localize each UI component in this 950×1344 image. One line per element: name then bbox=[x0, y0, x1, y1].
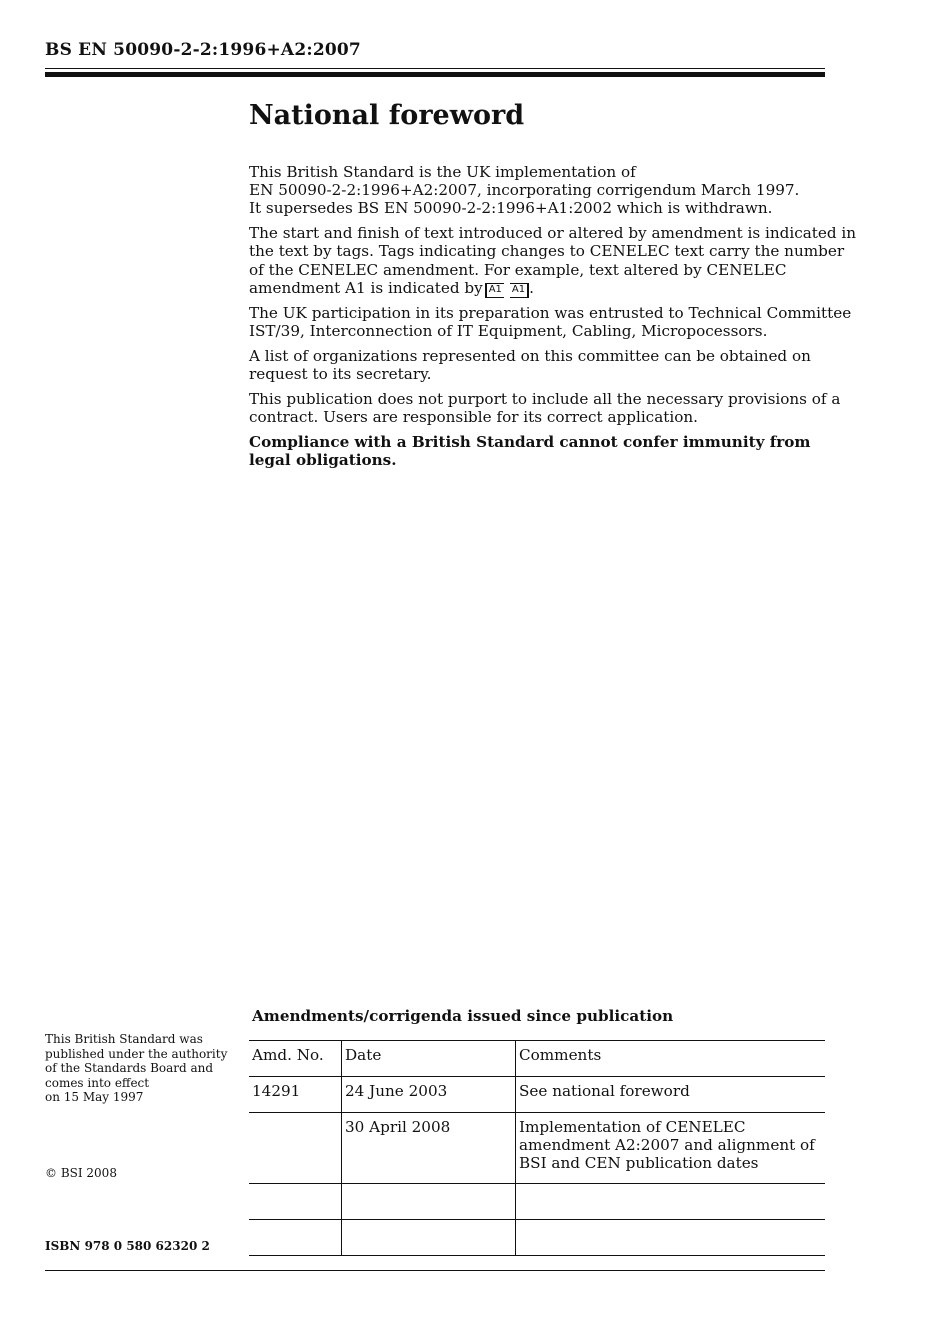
column-header-comments: Comments bbox=[516, 1041, 826, 1077]
cell-date: 30 April 2008 bbox=[342, 1113, 516, 1184]
table-row bbox=[249, 1077, 825, 1113]
cell-amd-no bbox=[249, 1184, 342, 1220]
cell-amd-no: 14291 bbox=[249, 1077, 342, 1113]
cell-date: 24 June 2003 bbox=[342, 1077, 516, 1113]
cell-comments bbox=[516, 1184, 826, 1220]
table-header-row bbox=[249, 1041, 825, 1077]
paragraph-provisions: This publication does not purport to include all the necessary provisions of a contract. Users are responsible for its correct application. bbox=[249, 390, 841, 427]
cell-comments bbox=[516, 1220, 826, 1256]
cell-date bbox=[342, 1184, 516, 1220]
cell-date bbox=[342, 1220, 516, 1256]
isbn: ISBN 978 0 580 62320 2 bbox=[45, 1239, 210, 1253]
table-row bbox=[249, 1184, 825, 1220]
table-row bbox=[249, 1113, 825, 1184]
publication-note: This British Standard was published under the authority of the Standards Board and comes into effect on 15 May 1997 bbox=[45, 1032, 228, 1104]
foreword-body bbox=[249, 163, 857, 476]
paragraph-organizations: A list of organizations represented on this committee can be obtained on request to its secretary. bbox=[249, 347, 811, 384]
paragraph-committee: The UK participation in its preparation was entrusted to Technical Committee IST/39, Interconnection of IT Equipment, Cabling, Micropocessors. bbox=[249, 304, 852, 341]
cell-comments: See national foreword bbox=[516, 1077, 826, 1113]
copyright-notice: © BSI 2008 bbox=[45, 1166, 117, 1180]
amendment-tag-open-icon: A1 bbox=[485, 283, 504, 298]
table-row bbox=[249, 1220, 825, 1256]
column-header-date: Date bbox=[342, 1041, 516, 1077]
cell-comments: Implementation of CENELEC amendment A2:2007 and alignment of BSI and CEN publication dates bbox=[516, 1113, 826, 1184]
cell-amd-no bbox=[249, 1220, 342, 1256]
cell-amd-no bbox=[249, 1113, 342, 1184]
amendments-table bbox=[249, 1040, 825, 1256]
paragraph-compliance: Compliance with a British Standard cannot confer immunity from legal obligations. bbox=[249, 432, 811, 470]
paragraph-tags: The start and finish of text introduced or altered by amendment is indicated in the text by tags. Tags indicating changes to CENELEC text carry the number of the CENELEC amendment. For example, text altered by CENELEC amendment A1 is indicated by A1 A1 . bbox=[249, 224, 857, 297]
header-rule-thin bbox=[45, 68, 825, 69]
column-header-amd-no: Amd. No. bbox=[249, 1041, 342, 1077]
header-rule-thick bbox=[45, 72, 825, 77]
amendments-heading: Amendments/corrigenda issued since publication bbox=[252, 1007, 674, 1025]
paragraph-implementation: This British Standard is the UK implementation of EN 50090-2-2:1996+A2:2007, incorporating corrigendum March 1997. It supersedes BS EN 50090-2-2:1996+A1:2002 which is withdrawn. bbox=[249, 163, 800, 218]
document-id: BS EN 50090-2-2:1996+A2:2007 bbox=[45, 40, 361, 60]
amendment-tag-close-icon: A1 bbox=[510, 283, 529, 298]
page-title: National foreword bbox=[249, 100, 525, 131]
footer-rule bbox=[45, 1270, 825, 1271]
